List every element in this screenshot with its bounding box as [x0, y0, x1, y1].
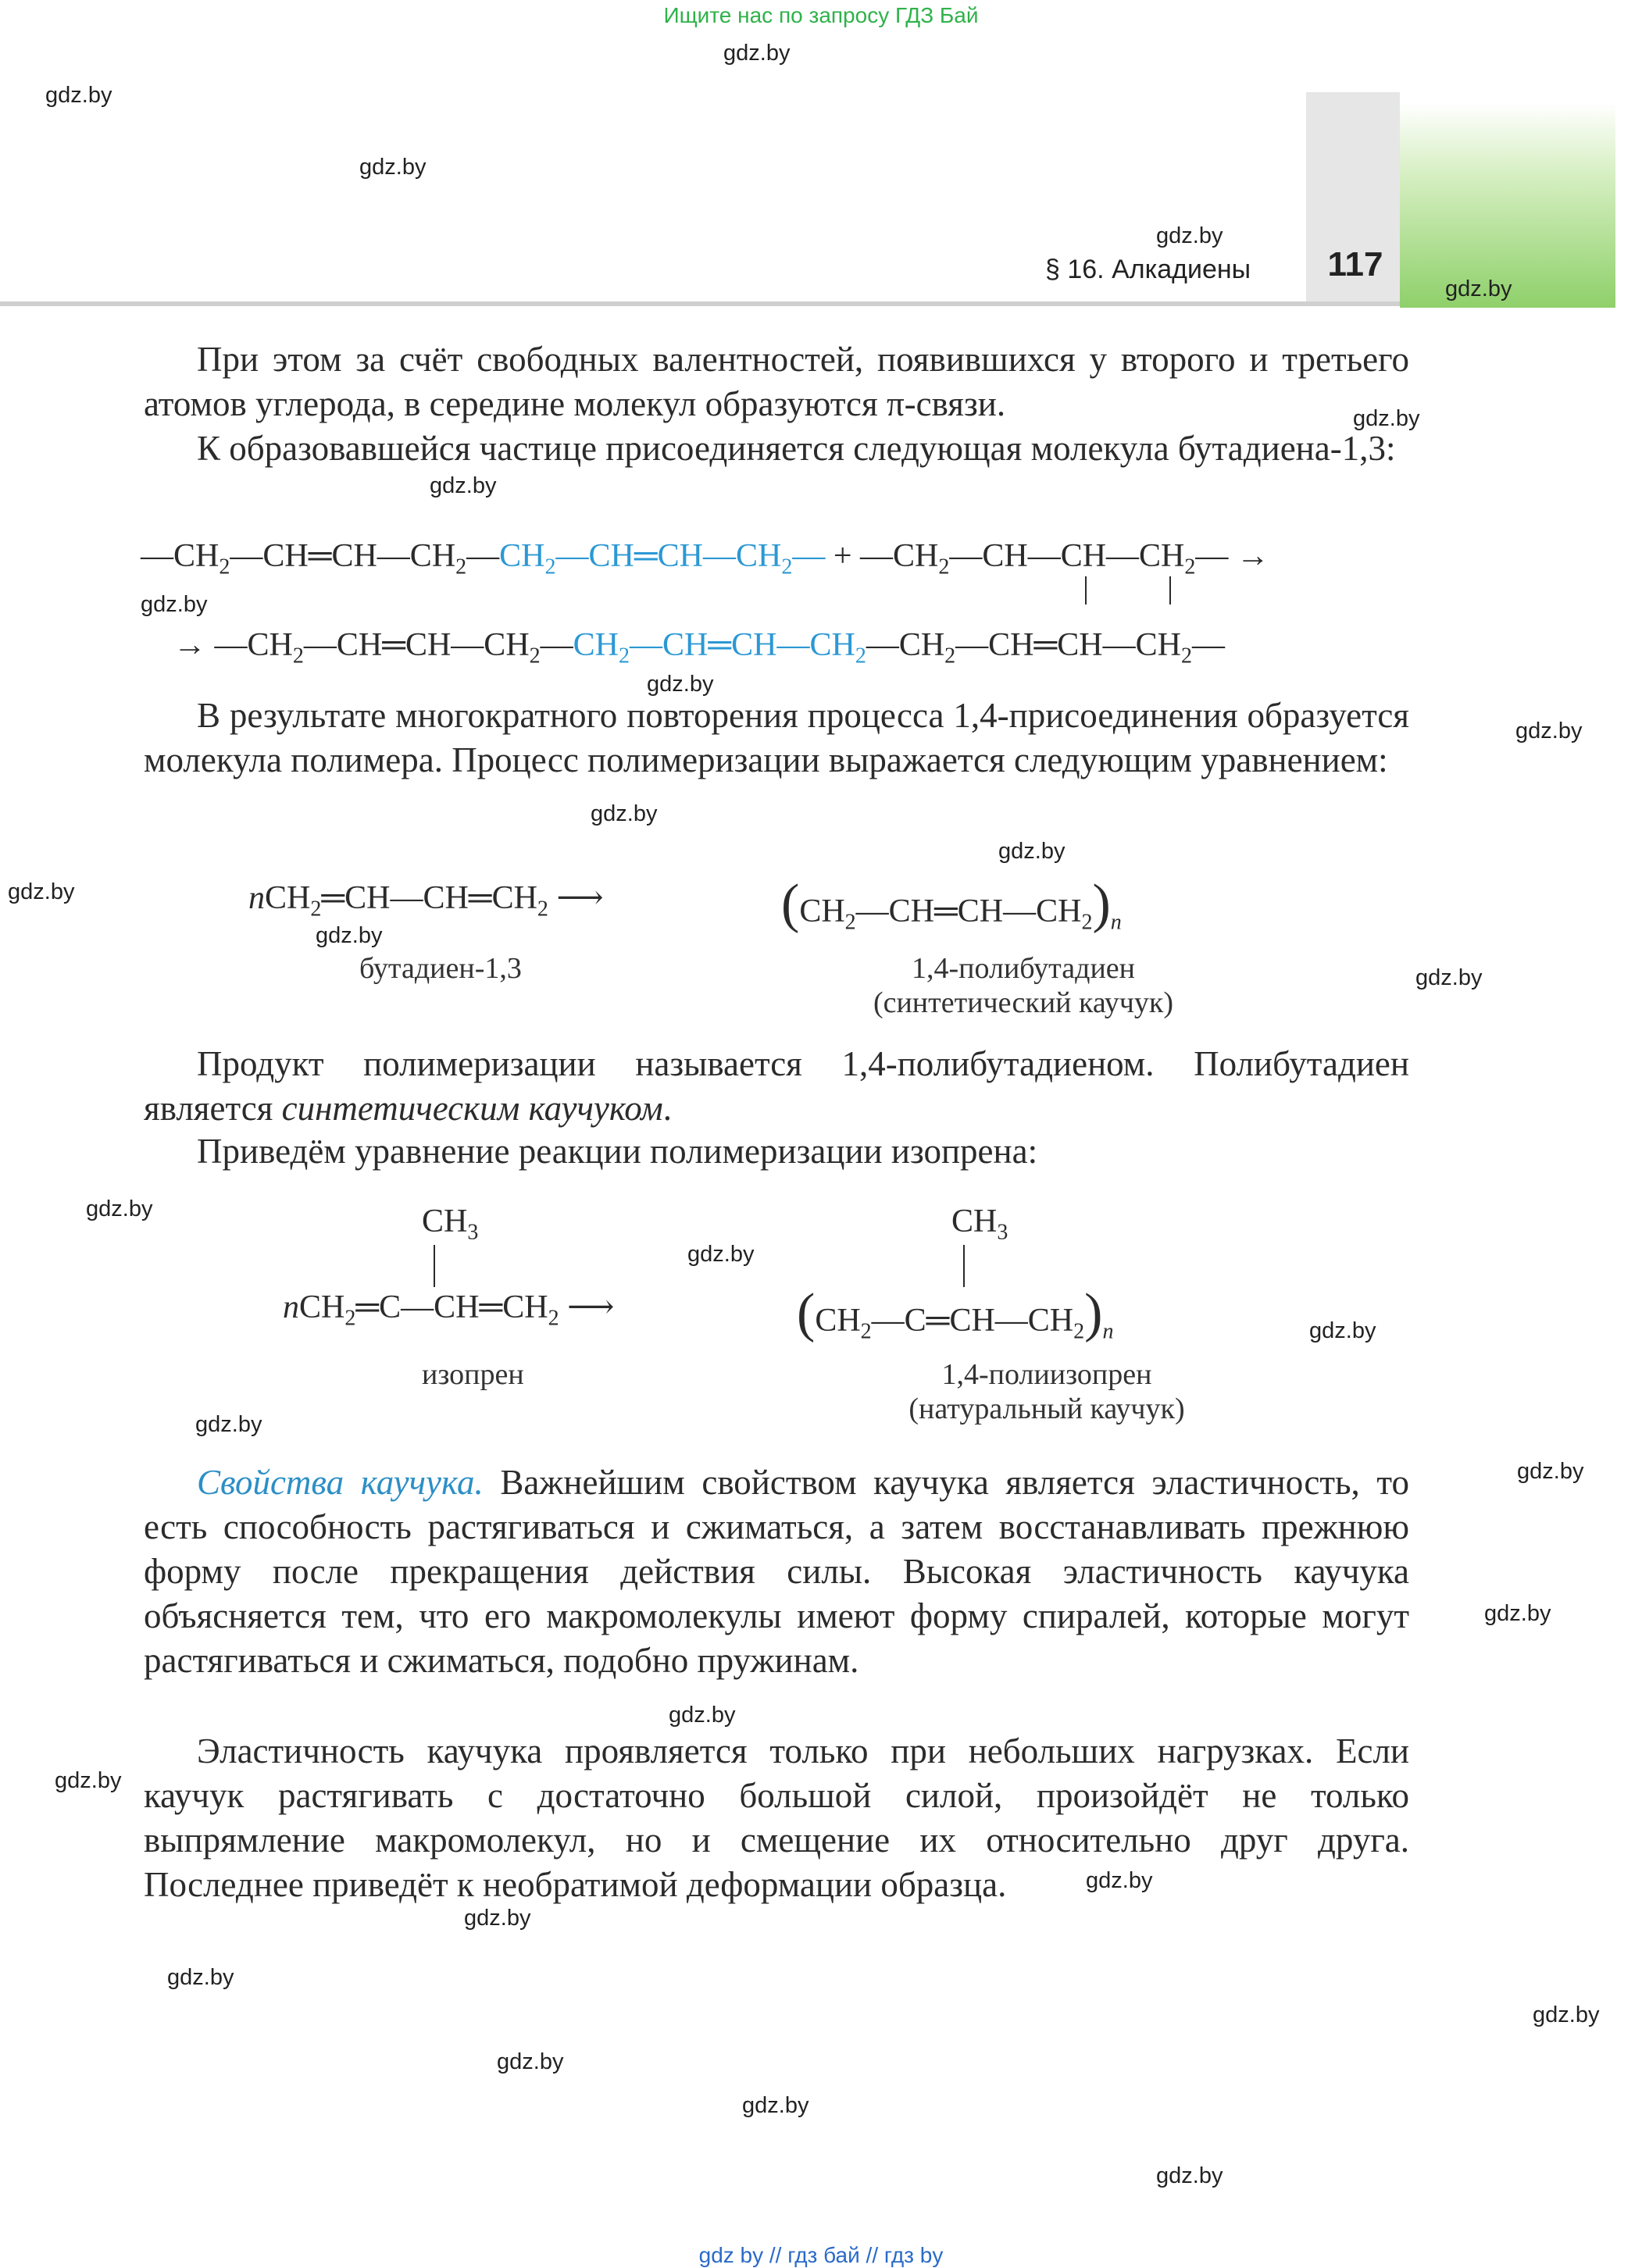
chain-extension-line-1: $—CH_2—CH═CH—CH_2—CH_2—CH═CH—CH_2—$ + $—CH_2—CH—CH—CH_2—$ → — [141, 538, 1269, 579]
watermark: gdz.by — [591, 801, 658, 826]
watermark: gdz.by — [1156, 223, 1223, 248]
watermark: gdz.by — [195, 1412, 262, 1437]
paragraph: Приведём уравнение реакции полимеризации изопрена: — [197, 1132, 1038, 1171]
watermark: gdz.by — [1156, 2163, 1223, 2188]
watermark: gdz.by — [497, 2049, 564, 2074]
chain-extension-line-2: → $—CH_2—CH═CH—CH_2—CH_2—CH═CH—CH_2—CH_2—CH═CH—CH_2—$ — [173, 627, 1225, 669]
coefficient-n: n — [248, 880, 265, 916]
watermark: gdz.by — [723, 41, 791, 66]
watermark: gdz.by — [167, 1965, 234, 1990]
watermark: gdz.by — [742, 2093, 809, 2118]
polymer-caption: 1,4-полиизопрен (натуральный каучук) — [908, 1358, 1185, 1425]
methyl-group: $CH_3$ — [422, 1204, 479, 1245]
methyl-group: $CH_3$ — [951, 1204, 1008, 1245]
watermark: gdz.by — [687, 1242, 755, 1267]
paragraph: При этом за счёт свободных валентностей, появившихся у второго и третьего атомов углерода, в середине молекул образуются π-связи. — [144, 340, 1409, 423]
watermark: gdz.by — [141, 592, 208, 617]
watermark: gdz.by — [1086, 1868, 1153, 1893]
paragraph: Продукт полимеризации называется 1,4-полибутадиеном. Полибутадиен является синтетическим каучуком. — [144, 1044, 1409, 1128]
watermark: gdz.by — [45, 83, 112, 108]
monomer-caption: бутадиен-1,3 — [359, 952, 522, 985]
watermark: gdz.by — [998, 839, 1066, 864]
paragraph: Эластичность каучука проявляется только при небольших нагрузках. Если каучук растягивать с достаточно большой силой, произойдёт не только выпрямление макромолекул, но и смещение их относительно друг друга. Последнее приведёт к необратимой деформации образца. — [144, 1731, 1409, 1904]
butadiene-equation: $nCH_2═CH—CH═CH_2$ ⟶ — [248, 880, 604, 922]
top-note[interactable]: Ищите нас по запросу ГДЗ Бай — [663, 3, 979, 27]
subscript-n: n — [1110, 910, 1122, 935]
watermark: gdz.by — [55, 1768, 122, 1793]
watermark: gdz.by — [430, 473, 497, 498]
running-header: § 16. Алкадиены — [1045, 255, 1251, 284]
paragraph: К образовавшейся частице присоединяется следующая молекула бутадиена-1,3: — [197, 429, 1396, 468]
watermark: gdz.by — [1445, 276, 1512, 301]
watermark: gdz.by — [8, 879, 75, 904]
footer-links[interactable]: gdz by // гдз бай // гдз by — [698, 2243, 944, 2267]
watermark: gdz.by — [1533, 2002, 1600, 2027]
section-heading: Свойства каучука. — [197, 1463, 484, 1502]
polyisoprene-formula: $(CH_2—C═CH—CH_2)_n$ — [797, 1283, 1114, 1344]
watermark: gdz.by — [669, 1703, 736, 1728]
watermark: gdz.by — [1353, 406, 1420, 431]
watermark: gdz.by — [1484, 1601, 1551, 1626]
page-number: 117 — [1327, 245, 1383, 284]
watermark: gdz.by — [1415, 965, 1483, 990]
watermark: gdz.by — [647, 672, 714, 697]
monomer-caption: изопрен — [422, 1358, 524, 1391]
paragraph: В результате многократного повторения процесса 1,4-присоединения образуется молекула полимера. Процесс полимеризации выражается следующим уравнением: — [144, 696, 1409, 779]
polymer-caption: 1,4-полибутадиен (синтетический каучук) — [873, 952, 1174, 1019]
watermark: gdz.by — [1517, 1459, 1584, 1484]
polybutadiene-formula: $(CH_2—CH═CH—CH_2)_n$ — [781, 874, 1122, 935]
isoprene-equation: $nCH_2═C—CH═CH_2$ ⟶ — [283, 1289, 615, 1331]
paragraph: Свойства каучука. Важнейшим свойством каучука является эластичность, то есть способность растягиваться и сжиматься, а затем восстанавливать прежнюю форму после прекращения действия силы. Высокая эластичность каучука объясняется тем, что его макромолекулы имеют форму спиралей, которые могут растягиваться и сжиматься, подобно пружинам. — [144, 1463, 1409, 1680]
watermark: gdz.by — [464, 1906, 531, 1931]
watermark: gdz.by — [1309, 1318, 1376, 1343]
watermark: gdz.by — [316, 923, 383, 948]
watermark: gdz.by — [86, 1196, 153, 1221]
watermark: gdz.by — [1515, 719, 1583, 744]
watermark: gdz.by — [359, 155, 427, 180]
